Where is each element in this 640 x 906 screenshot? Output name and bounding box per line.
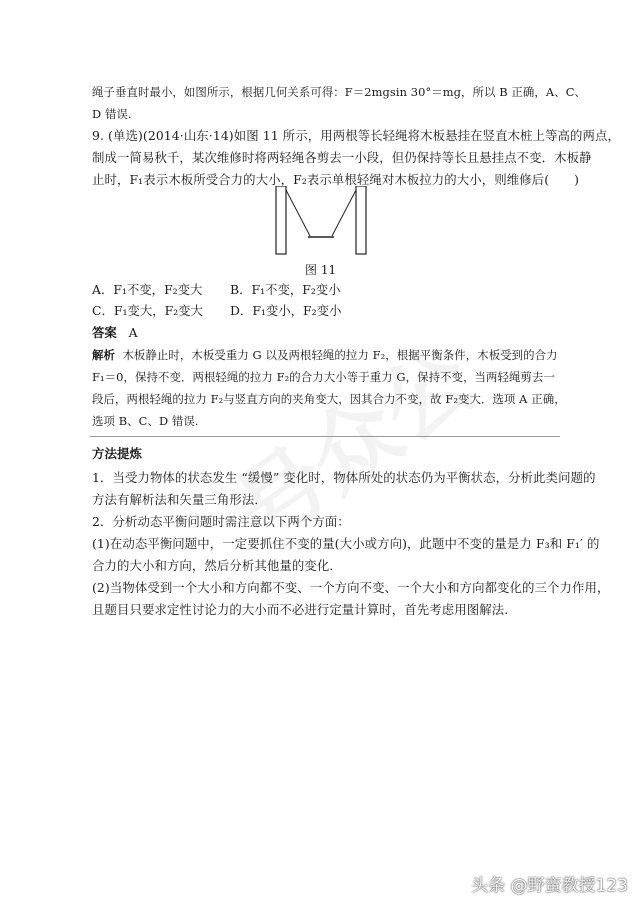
method-p3-line-1: (1)在动态平衡问题中，一定要抓住不变的量(大小或方向)，此题中不变的量是力 F₃和 F₁′ 的 bbox=[92, 536, 600, 551]
method-title: 方法提炼 bbox=[92, 446, 142, 461]
left-rope bbox=[286, 190, 310, 236]
section-divider bbox=[90, 436, 560, 437]
method-p1-line-1: 1．当受力物体的状态发生 “缓慢” 变化时，物体所处的状态仍为平衡状态，分析此类问题的 bbox=[92, 470, 596, 485]
question-line-2: 制成一简易秋千，某次维修时将两轻绳各剪去一小段，但仍保持等长且悬挂点不变．木板静 bbox=[92, 150, 592, 165]
method-p4-line-2: 且题目只要求定性讨论力的大小而不必进行定量计算时，首先考虑用图解法. bbox=[92, 602, 509, 617]
analysis-text-1: 木板静止时，木板受重力 G 以及两根轻绳的拉力 F₂，根据平衡条件，木板受到的合力 bbox=[122, 348, 558, 362]
method-p3-line-2: 合力的大小和方向，然后分析其他量的变化． bbox=[92, 558, 342, 573]
option-a: A．F₁不变，F₂变大 bbox=[92, 282, 203, 297]
method-p1-line-2: 方法有解析法和矢量三角形法． bbox=[92, 492, 267, 507]
option-b: B．F₁不变，F₂变小 bbox=[230, 282, 341, 297]
analysis-line-3: 段后，两根轻绳的拉力 F₂与竖直方向的夹角变大，因其合力不变，故 F₂变大．选项 A 正确， bbox=[92, 392, 566, 406]
left-post bbox=[276, 186, 286, 254]
right-rope bbox=[332, 190, 356, 236]
option-d: D．F₁变小，F₂变小 bbox=[230, 303, 342, 318]
question-line-3: 止时，F₁表示木板所受合力的大小，F₂表示单根轻绳对木板拉力的大小，则维修后( ) bbox=[92, 172, 580, 187]
solution-continued-line-1: 绳子垂直时最小，如图所示，根据几何关系可得：F＝2mgsin 30°＝mg，所以 B 正确，A、C、 bbox=[92, 85, 587, 99]
analysis-line-1 bbox=[92, 347, 562, 363]
answer-row bbox=[92, 325, 138, 341]
figure-caption: 图 11 bbox=[305, 263, 337, 277]
analysis-line-2: F₁＝0，保持不变．两根轻绳的拉力 F₂的合力大小等于重力 G，保持不变，当两轻绳剪去一 bbox=[92, 370, 555, 384]
footer-watermark: 头条 @野蛮教授123 bbox=[471, 876, 628, 896]
question-line-1: 9. (单选)(2014·山东·14)如图 11 所示，用两根等长轻绳将木板悬挂在竖直木桩上等高的两点， bbox=[92, 128, 621, 143]
option-c: C．F₁变大，F₂变大 bbox=[92, 303, 203, 318]
method-p2: 2．分析动态平衡问题时需注意以下两个方面： bbox=[92, 514, 350, 529]
answer-value: A bbox=[128, 325, 138, 340]
right-post bbox=[356, 186, 366, 254]
method-p4-line-1: (2)当物体受到一个大小和方向都不变、一个方向不变、一个大小和方向都变化的三个力作用， bbox=[92, 580, 610, 595]
background-watermark bbox=[154, 256, 556, 634]
answer-label: 答案 bbox=[92, 325, 117, 340]
solution-continued-line-2: D 错误. bbox=[92, 107, 132, 121]
analysis-line-4: 选项 B、C、D 错误. bbox=[92, 414, 199, 428]
analysis-label: 解析 bbox=[92, 348, 115, 362]
swing-figure bbox=[272, 186, 372, 256]
